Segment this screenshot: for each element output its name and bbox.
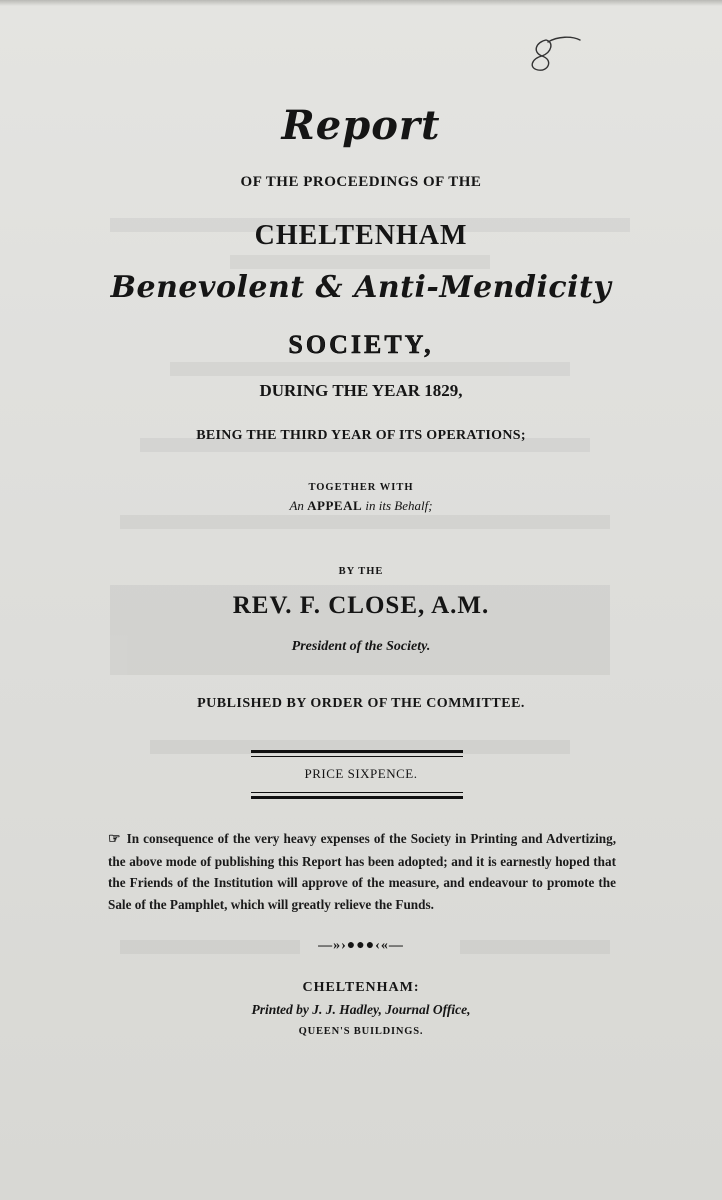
notice-paragraph: [108, 828, 616, 915]
imprint-printer: Printed by J. J. Hadley, Journal Office,: [251, 1002, 471, 1017]
year-line: DURING THE YEAR 1829,: [259, 381, 463, 400]
price-rule-bottom-thick: [251, 796, 463, 799]
handwritten-page-number: [518, 28, 588, 83]
price-rule-bottom-thin: [251, 792, 463, 793]
appeal-prefix: An: [289, 498, 304, 513]
report-title: Report: [281, 102, 441, 149]
imprint-address: QUEEN'S BUILDINGS.: [298, 1026, 424, 1037]
society-word: SOCIETY,: [288, 330, 434, 359]
author-role: President of the Society.: [291, 639, 431, 654]
town-name: CHELTENHAM: [254, 220, 468, 251]
author-name: REV. F. CLOSE, A.M.: [232, 592, 490, 619]
notice-text: In consequence of the very heavy expenses of the Society in Printing and Advertizing, the above mode of publishing this Report has been adopted; and it is earnestly hoped that the Friends of the Institution will approve of the measure, and endeavour to promote the Sale of the Pamphlet, which will greatly relieve the Funds.: [108, 831, 616, 912]
by-the: BY THE: [338, 566, 384, 577]
published-line: PUBLISHED BY ORDER OF THE COMMITTEE.: [197, 696, 525, 711]
third-year-line: BEING THE THIRD YEAR OF ITS OPERATIONS;: [196, 428, 526, 443]
proceedings-line: OF THE PROCEEDINGS OF THE: [240, 174, 482, 190]
price: PRICE SIXPENCE.: [304, 766, 418, 781]
pointing-hand-icon: ☞: [108, 832, 121, 847]
appeal-line: [0, 498, 722, 514]
ornament-divider: —»›●●●‹«—: [318, 938, 404, 953]
appeal-suffix: in its Behalf;: [365, 498, 433, 513]
appeal-word: APPEAL: [307, 498, 363, 513]
society-name: Benevolent & Anti-Mendicity: [110, 270, 612, 305]
page-top-edge: [0, 0, 722, 6]
price-rule-top-thick: [251, 750, 463, 753]
price-rule-top-thin: [251, 756, 463, 757]
imprint-place: CHELTENHAM:: [302, 980, 420, 995]
together-with: TOGETHER WITH: [308, 482, 414, 493]
